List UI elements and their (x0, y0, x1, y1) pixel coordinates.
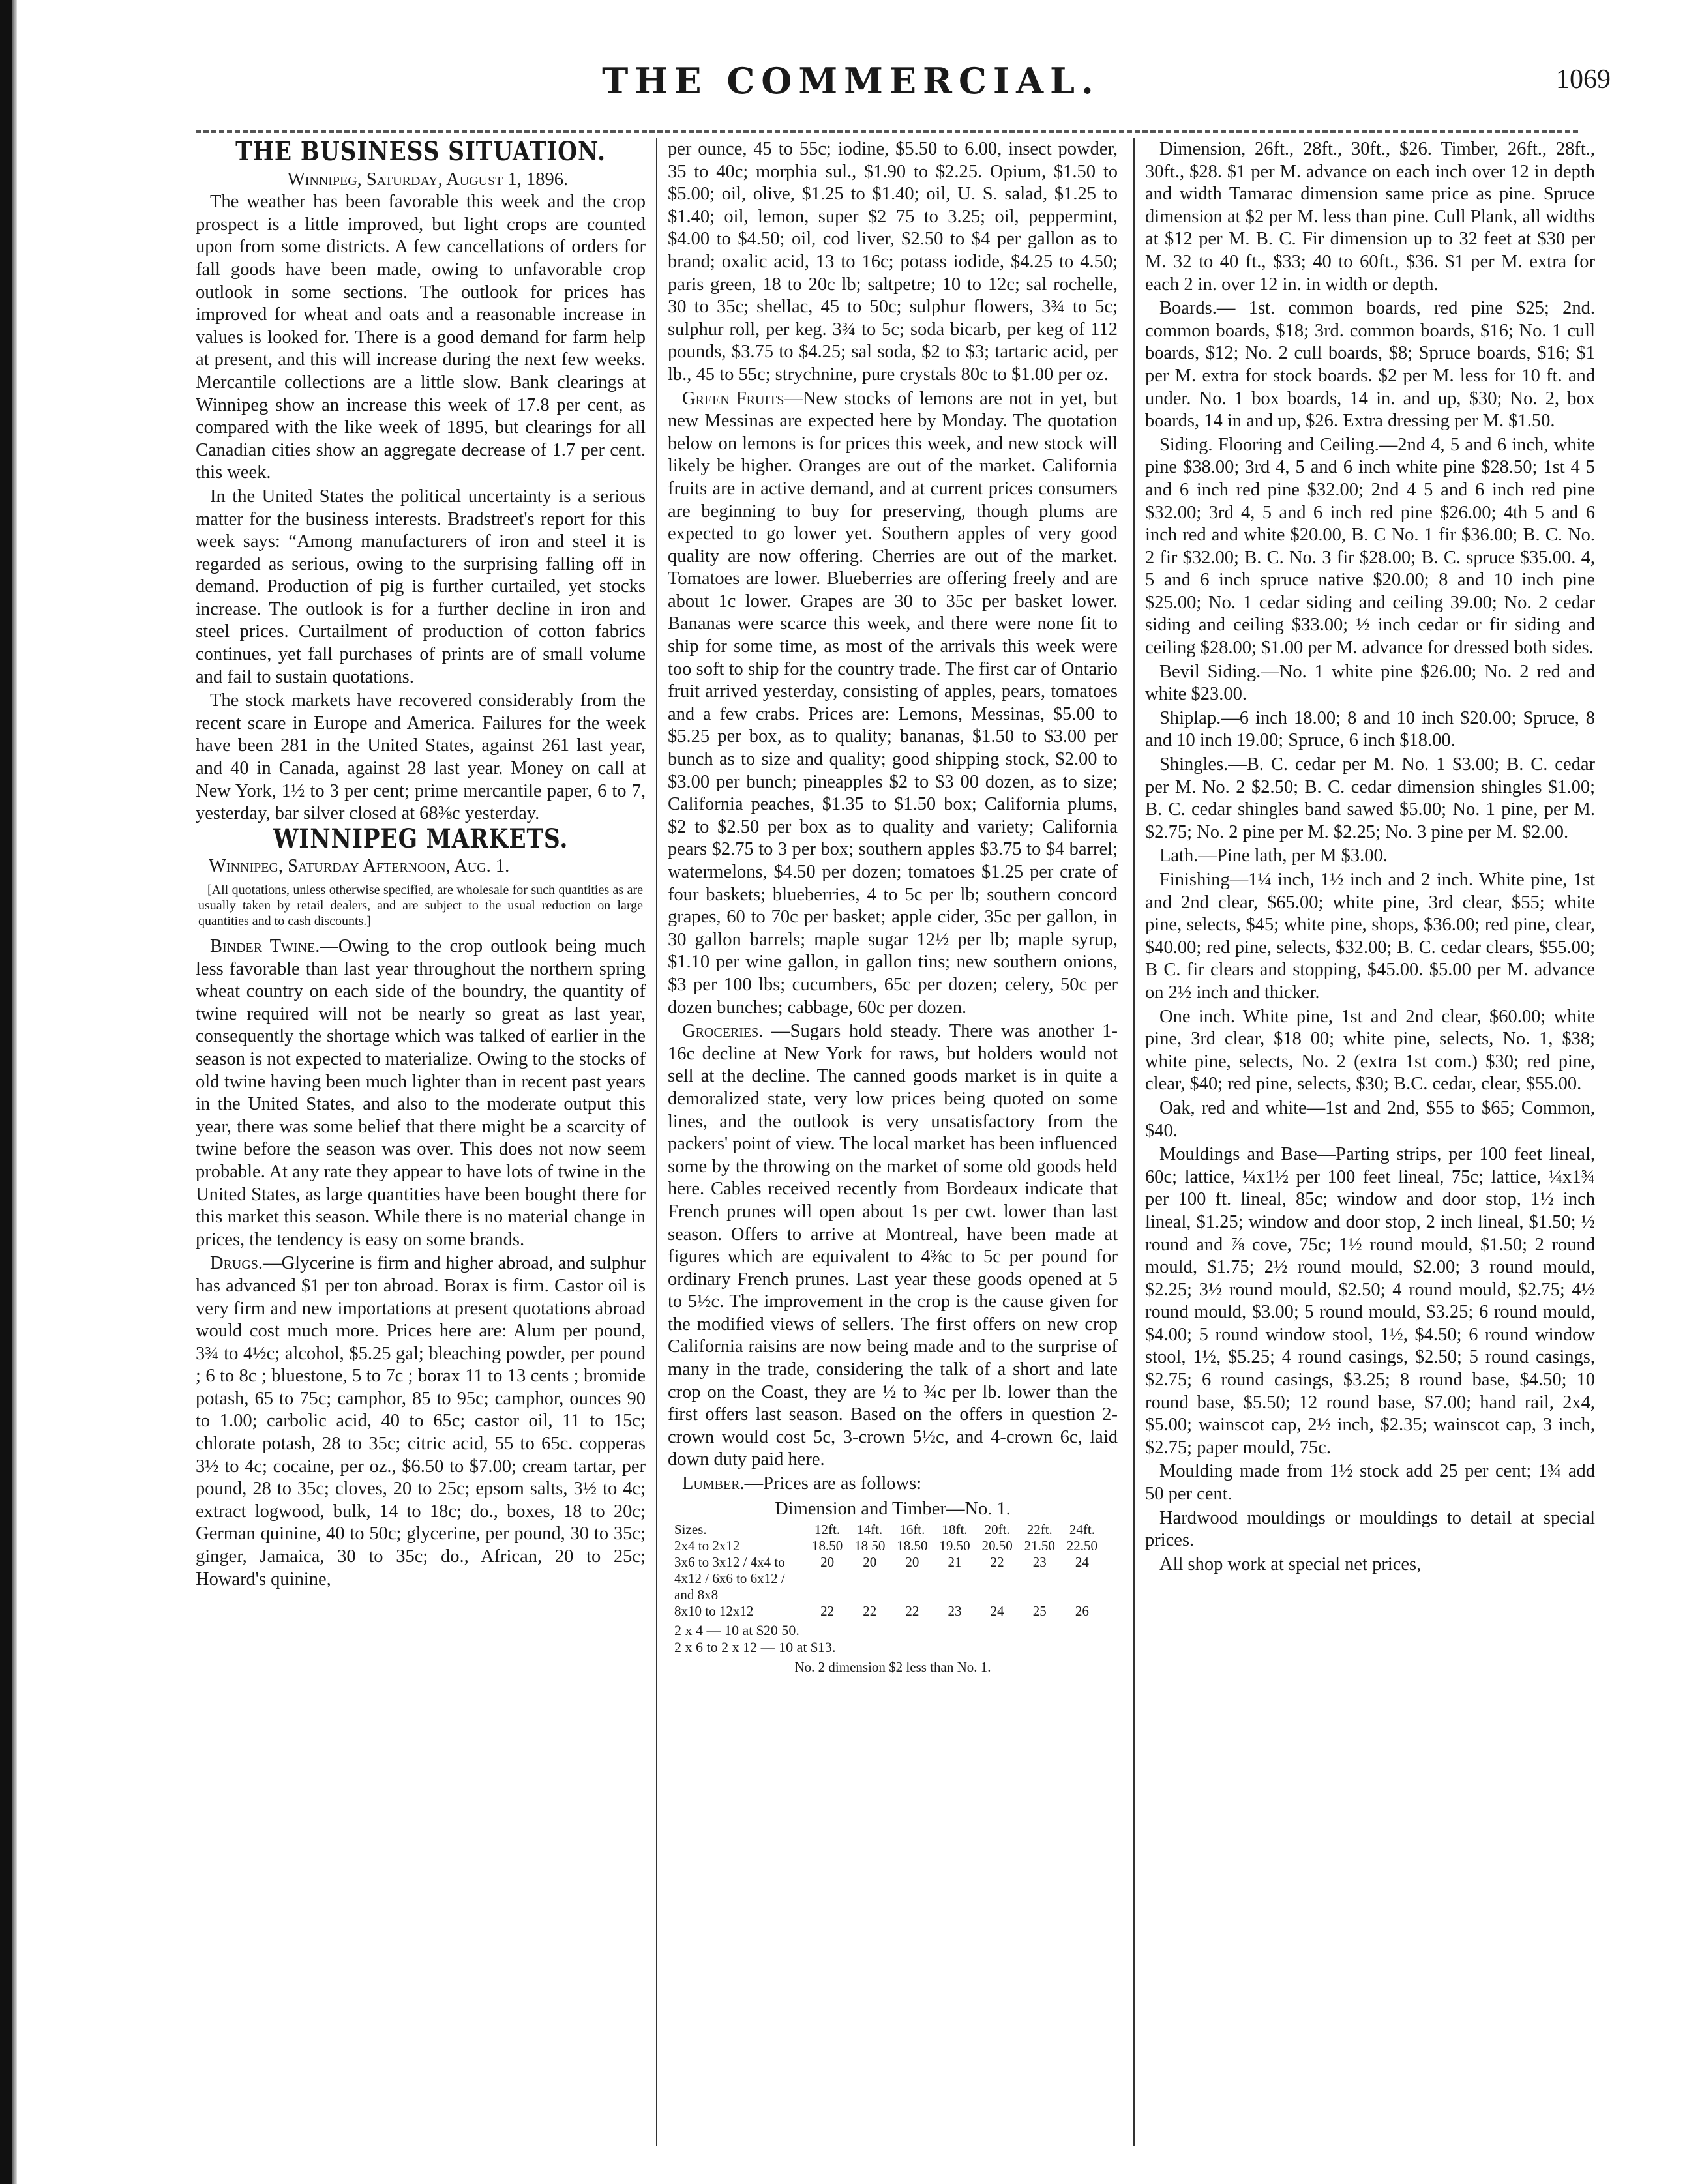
table-cell: 20.50 (981, 1538, 1013, 1554)
table-cell: 22 (863, 1603, 877, 1619)
top-rule (196, 130, 1578, 133)
article-paragraph: In the United States the political uncertainty is a serious matter for the business interests. Bradstreet's report for this week says: “Among manufacturers of iron and steel it is regarded as serious, owing to the surprising falling off in demand. Production of pig is further curtailed, yet stocks increase. The outlook is for a further decline in iron and steel prices. Curtailment of production of cotton fabrics continues, yet fall purchases of prints are of small volume and fail to sustain quotations. (196, 486, 646, 687)
table-cell: 19.50 (939, 1538, 970, 1554)
article-paragraph: Bevil Siding.—No. 1 white pine $26.00; No. 2 red and white $23.00. (1145, 661, 1595, 705)
article-paragraph: Oak, red and white—1st and 2nd, $55 to $65; Common, $40. (1145, 1097, 1595, 1141)
table-cell: 20 (820, 1554, 835, 1571)
table-cell: 23 (1032, 1554, 1047, 1571)
table-header: 18ft. (942, 1522, 968, 1538)
lumber-note: 2 x 4 — 10 at $20 50. (674, 1622, 799, 1639)
table-header: 12ft. (814, 1522, 841, 1538)
table-cell: 2x4 to 2x12 (674, 1538, 740, 1554)
market-paragraph-binder-twine (196, 936, 646, 1251)
market-paragraph-groceries (668, 1020, 1118, 1471)
paragraph-body: —Glycerine is firm and higher abroad, and sulphur has advanced $1 per ton abroad. Borax is firm. Castor oil is very firm and new importations at present quotations abroad would cost much more. Prices here are: Alum per pound, 3¾ to 4½c; alcohol, $5.25 gal; bleaching powder, per pound ; 6 to 8c ; bluestone, 5 to 7c ; borax 11 to 13 cents ; bromide potash, 65 to 75c; camphor, 85 to 95c; camphor, ounces 90 to 1.00; carbolic acid, 40 to 65c; castor oil, 11 to 15c; chlorate potash, 28 to 35c; citric acid, 55 to 65c. copperas 3½ to 4c; cocaine, per oz., $6.50 to $7.00; cream tartar, per pound, 28 to 35c; cloves, 20 to 25c; epsom salts, 3½ to 4c; extract logwood, bulk, 14 to 18c; do., boxes, 18 to 20c; German quinine, 40 to 50c; glycerine, per pound, 30 to 35c; ginger, Jamaica, 30 to 35c; do., African, 20 to 25c; Howard's quinine, (196, 1253, 646, 1589)
table-header-row (673, 1522, 1103, 1538)
table-cell: 24 (1075, 1554, 1089, 1571)
column-1 (196, 138, 646, 2146)
table-cell: 22.50 (1066, 1538, 1098, 1554)
lumber-note: 2 x 6 to 2 x 12 — 10 at $13. (674, 1639, 836, 1656)
article-paragraph: Shiplap.—6 inch 18.00; 8 and 10 inch $20.00; Spruce, 8 and 10 inch 19.00; Spruce, 6 inch $18.00. (1145, 707, 1595, 751)
table-cell: 18 50 (854, 1538, 886, 1554)
column-divider (1133, 138, 1135, 2146)
headline-business-situation: THE BUSINESS SITUATION. (235, 138, 606, 167)
article-paragraph: One inch. White pine, 1st and 2nd clear, $60.00; white pine, 3rd clear, $18 00; white pine, selects, No. 1, $38; white pine, selects, No. 2 (extra 1st com.) $30; red pine, clear, $40; red pine, selects, $30; B.C. cedar, clear, $55.00. (1145, 1006, 1595, 1095)
article-paragraph: Hardwood mouldings or mouldings to detail at special prices. (1145, 1507, 1595, 1551)
table-row (673, 1538, 1103, 1554)
article-paragraph: Boards.— 1st. common boards, red pine $25; 2nd. common boards, $18; 3rd. common boards, $16; No. 1 cull boards, $12; No. 2 cull boards, $8; Spruce boards, $16; $1 per M. extra for stock boards. $2 per M. less for 10 ft. and under. No. 1 box boards, 14 in. and up, $30; No. 2, box boards, 14 in and up, $26. Extra dressing per M. $1.50. (1145, 298, 1595, 432)
paragraph-body: —Owing to the crop outlook being much less favorable than last year throughout the northern spring wheat country on each side of the boundry, the quantity of twine required will not be nearly so great as last year, consequently the shortage which was talked of earlier in the season is not expected to materialize. Owing to the stocks of old twine having been much lighter than in recent past years in the United States, and also to the moderate output this year, there was some belief that there might be a scarcity of twine before the season was over. This does not now seem probable. At any rate they appear to have lots of twine in the United States, as large quantities have been bought there for this market this season. While there is no material change in prices, the tendency is easy on some brands. (196, 936, 646, 1250)
table-cell: 18.50 (897, 1538, 928, 1554)
table-cell: 24 (990, 1603, 1004, 1619)
paragraph-body: —Prices are as follows: (744, 1473, 922, 1494)
table-header: 16ft. (899, 1522, 925, 1538)
article-paragraph: The stock markets have recovered considerably from the recent scare in Europe and America. Failures for the week have been 281 in the United States, against 261 last year, and 40 in Canada, against 28 last year. Money on call at New York, 1½ to 3 per cent; prime mercantile paper, 6 to 7, yesterday, bar silver closed at 68⅜c yesterday. (196, 690, 646, 824)
table-cell: 8x10 to 12x12 (674, 1603, 754, 1619)
table-cell: 3x6 to 3x12 / 4x4 to 4x12 / 6x6 to 6x12 / and 8x8 (674, 1554, 785, 1603)
column-2 (668, 138, 1118, 2146)
paragraph-body: —Sugars hold steady. There was another 1-16c decline at New York for raws, but holders would not sell at the decline. The canned goods market is in quite a demoralized state, very low prices being quoted on some lines, and the outlook is very unsatisfactory from the packers' point of view. The local market has been influenced some by the throwing on the market of some old goods held here. Cables received recently from Bordeaux indicate that French prunes will open about 1s per cwt. lower than last season. Offers to arrive at Montreal, have been made at figures which are equivalent to 4⅜c to 5c per pound for ordinary French prunes. Last year these goods opened at 5 to 5½c. The improvement in the crop is the cause given for the modified views of sellers. The first offers on new crop California raisins are now being made and to the surprise of many in the trade, considering the talk of a short and late crop on the Coast, they are ½ to ¾c per lb. lower than the first offers last season. Based on the offers in question 2-crown would cost 5c, 3-crown 5½c, and 4-crown 6c, laid down duty paid here. (668, 1021, 1118, 1470)
table-header: Sizes. (674, 1522, 707, 1538)
article-paragraph: Shingles.—B. C. cedar per M. No. 1 $3.00; B. C. cedar per M. No. 2 $2.50; B. C. cedar dimension shingles $1.00; B. C. cedar shingles band sawed $5.00; No. 1 pine, per M. $2.75; No. 2 pine per M. $2.25; No. 3 pine per M. $2.00. (1145, 754, 1595, 842)
market-paragraph-drugs (196, 1252, 646, 1591)
article-paragraph: Moulding made from 1½ stock add 25 per cent; 1¾ add 50 per cent. (1145, 1461, 1595, 1505)
lumber-table-title: Dimension and Timber—No. 1. (775, 1498, 1011, 1519)
market-paragraph-lumber (668, 1473, 1118, 1496)
page-number: 1069 (1556, 65, 1611, 95)
section-lead: Drugs. (210, 1253, 263, 1274)
article-paragraph: Lath.—Pine lath, per M $3.00. (1159, 846, 1388, 866)
table-header: 24ft. (1069, 1522, 1095, 1538)
article-paragraph: Dimension, 26ft., 28ft., 30ft., $26. Timber, 26ft., 28ft., 30ft., $28. $1 per M. advance on each inch over 12 in depth and width Tamarac dimension same price as pine. Spruce dimension at $2 per M. less than pine. Cull Plank, all widths at $12 per M. B. C. Fir dimension up to 32 feet at $30 per M. 32 to 40 ft., $33; 40 to 60ft., $36. $1 per M. extra for each 2 in. over 12 in. in width or depth. (1145, 139, 1595, 295)
quotation-note: [All quotations, unless otherwise specified, are wholesale for such quantities as are usually taken by retail dealers, and are subject to the usual reduction on large quantities and to cash discounts.] (198, 883, 643, 928)
table-cell: 21.50 (1024, 1538, 1055, 1554)
column-3 (1145, 138, 1595, 2146)
article-paragraph: All shop work at special net prices, (1159, 1554, 1422, 1574)
article-paragraph: The weather has been favorable this week and the crop prospect is a little improved, but light crops are counted upon from some districts. A few cancellations of orders for fall goods have been made, owing to unfavorable crop outlook in some sections. The outlook for prices has improved for wheat and oats and a reasonable increase in values is looked for. There is a good demand for farm help at present, and this will increase during the next few weeks. Mercantile collections are a little slow. Bank clearings at Winnipeg show an increase this week of 17.8 per cent, as compared with the like week of 1895, but clearings for all Canadian cities show an aggregate decrease of 1.7 per cent. this week. (196, 192, 646, 483)
table-cell: 18.50 (811, 1538, 843, 1554)
table-row (673, 1603, 1103, 1619)
headline-winnipeg-markets: WINNIPEG MARKETS. (273, 823, 569, 854)
lumber-footnote: No. 2 dimension $2 less than No. 1. (794, 1659, 991, 1675)
article-paragraph: Finishing—1¼ inch, 1½ inch and 2 inch. White pine, 1st and 2nd clear, $65.00; white pine, 3rd clear, $55; white pine, selects, $45; white pine, shops, $36.00; red pine, clear, $40.00; red pine, selects, $32.00; B. C. cedar clears, $55.00; B C. fir clears and stopping, $45.00. $5.00 per M. advance on 2½ inch and thicker. (1145, 870, 1595, 1003)
article-paragraph: Mouldings and Base—Parting strips, per 100 feet lineal, 60c; lattice, ¼x1½ per 100 feet lineal, 75c; lattice, ¼x1¾ per 100 ft. lineal, 85c; window and door stop, 1½ inch lineal, $1.25; window and door stop, 2 inch lineal, $1.50; ½ round and ⅞ cove, 75c; 1½ round mould, $1.50; 2 round mould, $1.75; 2½ round mould, $2.00; 3 round mould, $2.25; 3½ round mould, $2.50; 4 round mould, $2.75; 4½ round mould, $3.00; 5 round mould, $3.25; 6 round mould, $4.00; 5 round window stool, 1½, $4.50; 6 round window stool, 1½, $5.25; 4 round casings, $2.50; 5 round casings, $2.75; 6 round casings, $3.25; 8 round base, $4.50; 10 round base, $5.50; 12 round base, $7.00; hand rail, 2x4, $5.00; wainscot cap, 2½ inch, $2.35; wainscot cap, 3 inch, $2.75; paper mould, 75c. (1145, 1144, 1595, 1458)
article-paragraph: Siding. Flooring and Ceiling.—2nd 4, 5 and 6 inch, white pine $38.00; 3rd 4, 5 and 6 inch white pine $28.50; 1st 4 5 and 6 inch red pine $32.00; 2nd 4 5 and 6 inch red pine $32.00; 3rd 4, 5 and 6 inch red pine $26.00; 4th 5 and 6 inch red and white $20.00, B. C No. 1 fir $36.00; B. C. No. 2 fir $32.00; B. C. No. 3 fir $28.00; B. C. spruce $35.00. 4, 5 and 6 inch spruce native $20.00; 8 and 10 inch pine $25.00; No. 1 cedar siding and ceiling 39.00; No. 2 cedar siding and ceiling $33.00; ½ inch cedar or fir siding and ceiling $28.00; $1.00 per M. advance for dressed both sides. (1145, 434, 1595, 658)
dateline: Winnipeg, Saturday, August 1, 1896. (287, 169, 569, 190)
table-cell: 25 (1032, 1603, 1047, 1619)
column-divider (656, 138, 657, 2146)
article-paragraph: per ounce, 45 to 55c; iodine, $5.50 to 6.00, insect powder, 35 to 40c; morphia sul., $1.90 to $2.25. Opium, $1.50 to $5.00; oil, olive, $1.25 to $1.40; oil, U. S. salad, $1.25 to $1.40; oil, lemon, super $2 75 to 3.25; oil, peppermint, $4.00 to $4.50; oil, cod liver, $2.50 to $4 per gallon as to brand; oxalic acid, 13 to 16c; potass iodide, $4.25 to 4.50; paris green, 18 to 20c lb; saltpetre; 10 to 12c; sal rochelle, 30 to 35c; shellac, 45 to 50c; sulphur flowers, 3¾ to 5c; sulphur roll, per keg. 3¾ to 5c; soda bicarb, per keg of 112 pounds, $3.75 to $4.25; sal soda, $2 to $3; tartaric acid, per lb., 45 to 55c; strychnine, pure crystals 80c to $1.00 per oz. (668, 139, 1118, 385)
table-header: 20ft. (984, 1522, 1010, 1538)
table-cell: 20 (863, 1554, 877, 1571)
masthead (91, 60, 1611, 112)
section-lead: Groceries. (682, 1021, 764, 1042)
table-header: 14ft. (857, 1522, 883, 1538)
table-row (673, 1554, 1103, 1603)
market-paragraph-green-fruits (668, 388, 1118, 1020)
lumber-price-table (673, 1522, 1103, 1619)
book-spine-edge (0, 0, 12, 2184)
paragraph-body: —New stocks of lemons are not in yet, but new Messinas are expected here by Monday. The quotation below on lemons is for prices this week, and new stock will likely be higher. Oranges are out of the market. California fruits are in active demand, and at current prices consumers are beginning to buy for preserving, though plums are expected to go lower yet. Southern apples of very good quality are now offering. Cherries are out of the market. Tomatoes are lower. Blueberries are offering freely and are about 1c lower. Grapes are 30 to 35c per basket lower. Bananas were scarce this week, and there were none fit to ship for some time, as most of the arrivals this week were too soft to ship for the country trade. The first car of Ontario fruit arrived yesterday, consisting of apples, pears, tomatoes and a few crabs. Prices are: Lemons, Messinas, $5.00 to $5.25 per box, as to quality; bananas, $1.50 to $3.00 per bunch as to size and quality; good shipping stock, $2.00 to $3.00 per bunch; pineapples $2 to $3 00 dozen, as to size; California peaches, $1.35 to $1.50 box; California plums, $2 to $2.50 per box as to quality and variety; California pears $2.75 to 3 per box; southern apples $3.75 to $4 barrel; watermelons, $4.50 per dozen; tomatoes $1.25 per crate of four baskets; blueberries, 4 to 5c per lb; southern concord grapes, 60 to 70c per basket; apple cider, 35c per gallon, in 30 gallon barrels; maple sugar 12½ per lb; maple syrup, $1.10 per wine gallon, in gallon tins; new southern onions, $3 per 100 lbs; cucumbers, 65c per dozen; celery, 50c per dozen bunches; cabbage, 60c per dozen. (668, 388, 1118, 1018)
spine-shadow (12, 0, 17, 2184)
table-cell: 21 (948, 1554, 962, 1571)
section-lead: Binder Twine. (210, 936, 320, 956)
section-lead: Lumber. (682, 1473, 745, 1494)
table-cell: 23 (948, 1603, 962, 1619)
section-lead: Green Fruits (682, 388, 784, 409)
table-cell: 22 (905, 1603, 919, 1619)
table-cell: 22 (990, 1554, 1004, 1571)
table-cell: 26 (1075, 1603, 1089, 1619)
table-cell: 22 (820, 1603, 835, 1619)
newspaper-title: THE COMMERCIAL. (602, 60, 1100, 102)
table-header: 22ft. (1026, 1522, 1053, 1538)
table-cell: 20 (905, 1554, 919, 1571)
dateline: Winnipeg, Saturday Afternoon, Aug. 1. (209, 856, 510, 877)
